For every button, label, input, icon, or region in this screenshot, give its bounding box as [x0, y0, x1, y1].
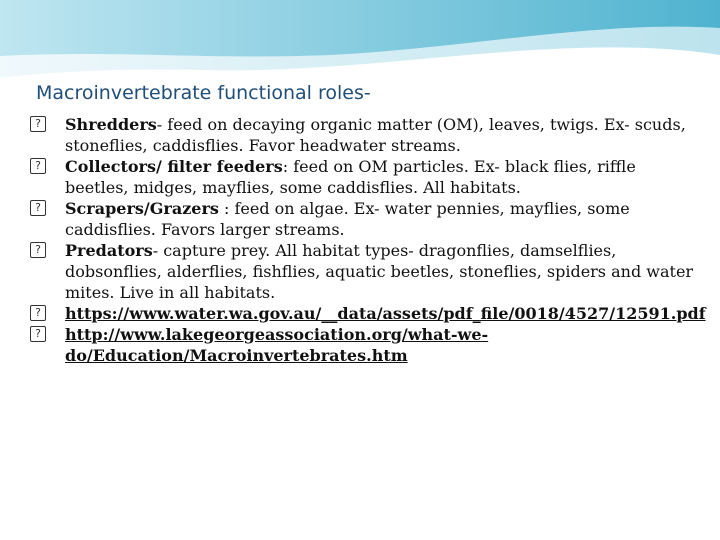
bullet-link-water-wa — [30, 303, 706, 324]
decorative-wave-banner — [0, 0, 720, 80]
bullet-term: Predators — [65, 241, 153, 260]
bullet-list — [30, 114, 706, 366]
slide-title: Macroinvertebrate functional roles- — [36, 82, 371, 104]
bullet-marker-icon: ? — [30, 326, 46, 342]
bullet-collectors — [30, 156, 700, 198]
wave-front — [0, 0, 720, 56]
bullet-marker-icon: ? — [30, 116, 46, 132]
bullet-term: Collectors/ filter feeders — [65, 157, 283, 176]
bullet-text: - capture prey. All habitat types- dragonflies, damselflies, dobsonflies, alderflies, fishflies, aquatic beetles, stoneflies, spiders and water mites. Live in all habitats. — [65, 241, 694, 302]
bullet-predators — [30, 240, 700, 303]
bullet-term: Scrapers/Grazers — [65, 199, 219, 218]
bullet-marker-icon: ? — [30, 200, 46, 216]
bullet-term: Shredders — [65, 115, 157, 134]
bullet-text: - feed on decaying organic matter (OM), leaves, twigs. Ex- scuds, stoneflies, caddisflies. Favor headwater streams. — [65, 115, 686, 155]
bullet-link-lake-george — [30, 324, 700, 366]
bullet-marker-icon: ? — [30, 305, 46, 321]
bullet-marker-icon: ? — [30, 242, 46, 258]
water-wa-link[interactable]: https://www.water.wa.gov.au/__data/assets/pdf_file/0018/4527/12591.pdf — [65, 304, 706, 323]
bullet-text: : feed on OM particles. Ex- black flies, riffle beetles, midges, mayflies, some caddisflies. All habitats. — [65, 157, 636, 197]
bullet-text: : feed on algae. Ex- water pennies, mayflies, some caddisflies. Favors larger streams. — [65, 199, 630, 239]
bullet-shredders — [30, 114, 700, 156]
bullet-marker-icon: ? — [30, 158, 46, 174]
lake-george-link[interactable]: http://www.lakegeorgeassociation.org/what-we-do/Education/Macroinvertebrates.htm — [65, 325, 489, 365]
bullet-scrapers — [30, 198, 700, 240]
